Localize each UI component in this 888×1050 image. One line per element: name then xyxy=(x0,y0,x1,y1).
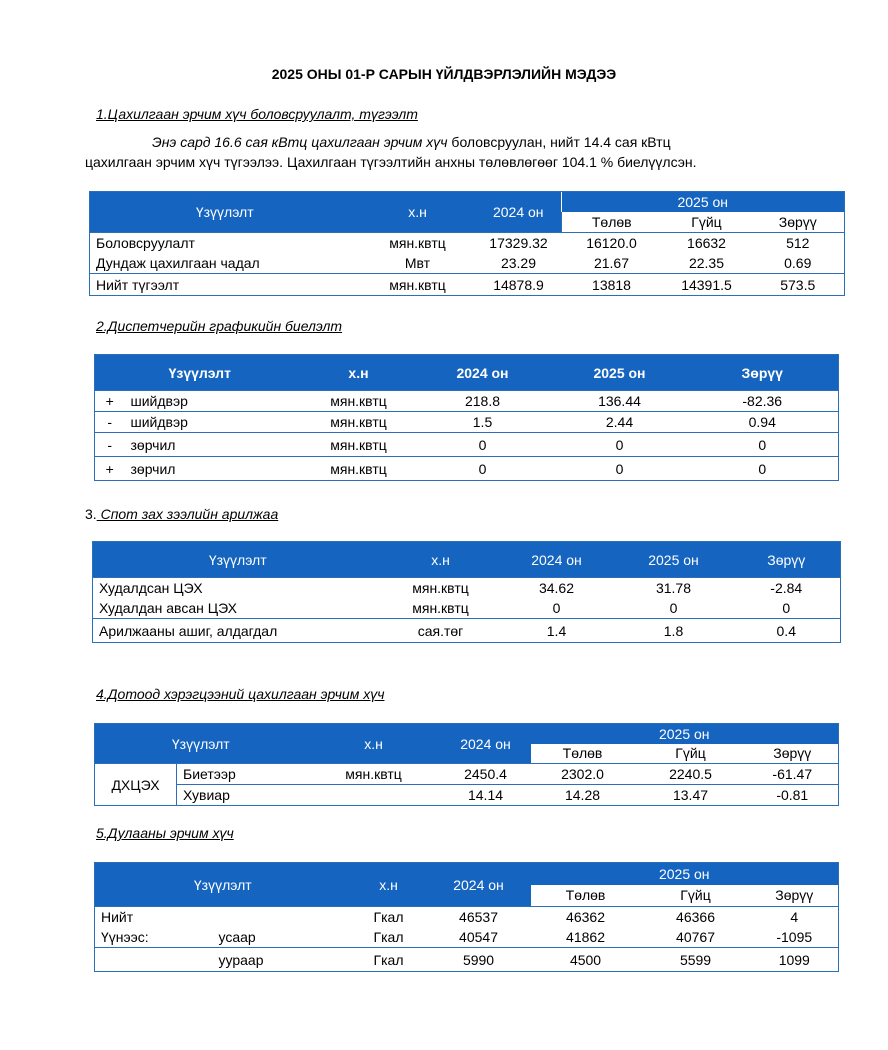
table-spot-market xyxy=(92,541,841,643)
cell-sign: + xyxy=(105,393,114,409)
table-row xyxy=(93,578,841,599)
cell-2025: 31.78 xyxy=(655,580,692,596)
cell-unit: мян.квтц xyxy=(389,235,446,251)
header-plan: Төлөв xyxy=(562,212,662,233)
table-row xyxy=(95,948,839,972)
cell-diff: -61.47 xyxy=(772,766,813,782)
cell-2025: 0 xyxy=(615,436,624,453)
section-1-paragraph-line2: цахилгаан эрчим хүч түгээлээ. Цахилгаан түгээлтийн анхны төлөвлөгөөг 104.1 % биелүүлсэн. xyxy=(85,154,697,170)
table-row xyxy=(90,253,845,274)
header-actual: Гүйц xyxy=(635,744,747,764)
cell-subindicator xyxy=(213,907,351,928)
table-row xyxy=(95,457,839,481)
section-1-title: 1.Цахилгаан эрчим хүч боловсруулалт, түгээлт xyxy=(96,106,418,122)
header-2024: 2024 он xyxy=(476,192,562,233)
cell-2025: 0 xyxy=(615,460,624,477)
page-title: 2025 ОНЫ 01-Р САРЫН ҮЙЛДВЭРЛЭЛИЙН МЭДЭЭ xyxy=(271,66,617,82)
header-2025: 2025 он xyxy=(562,192,845,212)
cell-2024: 1.4 xyxy=(546,622,567,639)
cell-sign: - xyxy=(107,414,113,430)
header-2024: 2024 он xyxy=(499,542,615,578)
cell-subindicator: усаар xyxy=(218,929,256,945)
cell-diff: -0.81 xyxy=(776,787,809,803)
cell-unit: мян.квтц xyxy=(412,580,469,596)
cell-2024: 23.29 xyxy=(500,255,537,271)
header-diff: Зөрүү xyxy=(752,212,845,233)
cell-diff: -2.84 xyxy=(770,580,803,596)
cell-unit: мян.квтц xyxy=(389,276,446,293)
cell-diff: 0.69 xyxy=(784,255,812,271)
cell-indicator: Биетээр xyxy=(183,766,236,782)
table-row xyxy=(90,274,845,296)
header-diff: Зөрүү xyxy=(747,744,839,764)
cell-actual: 2240.5 xyxy=(669,766,712,782)
cell-sign: + xyxy=(105,460,114,477)
table-row xyxy=(95,785,839,806)
table-row xyxy=(95,391,839,412)
cell-indicator: Боловсруулалт xyxy=(96,235,195,251)
cell-2024: 14.14 xyxy=(467,787,504,803)
paragraph-italic: Энэ сард 16.6 сая кВтц цахилгаан эрчим хүч xyxy=(152,134,448,150)
cell-unit: мян.квтц xyxy=(330,393,387,409)
paragraph-rest: боловсруулан, нийт 14.4 сая кВтц xyxy=(447,134,671,150)
cell-subindicator: уураар xyxy=(218,951,264,968)
cell-2024: 17329.32 xyxy=(489,235,548,251)
cell-indicator: Дундаж цахилгаан чадал xyxy=(96,255,260,271)
cell-diff: -1095 xyxy=(776,929,813,945)
cell-2024: 0 xyxy=(478,436,487,453)
cell-2024: 2450.4 xyxy=(464,766,507,782)
cell-diff: 0 xyxy=(758,460,767,477)
table-dispatch-schedule xyxy=(94,354,839,481)
cell-unit: мян.квтц xyxy=(330,414,387,430)
cell-indicator: Үүнээс: xyxy=(101,929,149,945)
cell-unit: Мвт xyxy=(404,255,431,271)
cell-actual: 13.47 xyxy=(672,787,709,803)
cell-diff: 4 xyxy=(790,909,799,925)
header-2024: 2024 он xyxy=(427,863,531,907)
cell-2024: 0 xyxy=(552,600,561,616)
cell-2024: 1.5 xyxy=(472,414,493,430)
header-unit: х.н xyxy=(305,355,413,391)
cell-indicator: Нийт xyxy=(101,909,134,925)
cell-plan: 2302.0 xyxy=(561,766,604,782)
cell-indicator: зөрчил xyxy=(130,436,176,453)
cell-diff: 0 xyxy=(758,436,767,453)
section-3-title xyxy=(85,506,278,522)
cell-actual: 16632 xyxy=(687,235,726,251)
cell-plan: 16120.0 xyxy=(586,235,637,251)
header-2025: 2025 он xyxy=(531,863,839,885)
cell-plan: 46362 xyxy=(566,909,605,925)
table-internal-consumption xyxy=(94,723,839,806)
cell-plan: 41862 xyxy=(566,929,605,945)
cell-2024: 5990 xyxy=(462,951,495,968)
cell-unit: Гкал xyxy=(373,951,404,968)
section-4-title: 4.Дотоод хэрэгцээний цахилгаан эрчим хүч xyxy=(96,686,385,702)
cell-2024: 0 xyxy=(478,460,487,477)
cell-indicator: Худалдсан ЦЭХ xyxy=(99,580,203,596)
section-1-paragraph-line1 xyxy=(152,132,838,152)
header-unit: х.н xyxy=(360,192,476,233)
cell-sign: - xyxy=(107,436,113,453)
cell-unit: Гкал xyxy=(373,929,404,945)
header-2025: 2025 он xyxy=(615,542,733,578)
header-indicator: Үзүүлэлт xyxy=(95,355,305,391)
cell-unit: мян.квтц xyxy=(330,460,387,477)
cell-2024: 218.8 xyxy=(464,393,501,409)
cell-plan: 21.67 xyxy=(593,255,630,271)
header-unit: х.н xyxy=(307,724,441,764)
header-diff: Зөрүү xyxy=(751,885,839,907)
cell-diff: 0.4 xyxy=(776,622,796,639)
cell-unit: мян.квтц xyxy=(412,600,469,616)
cell-unit: мян.квтц xyxy=(345,766,402,782)
cell-unit: мян.квтц xyxy=(330,436,387,453)
cell-2024: 46537 xyxy=(459,909,498,925)
cell-unit: Гкал xyxy=(373,909,404,925)
table-row xyxy=(95,927,839,948)
cell-diff: 1099 xyxy=(778,951,810,968)
cell-indicator: зөрчил xyxy=(130,460,176,477)
cell-unit: сая.төг xyxy=(417,622,464,639)
section-2-title: 2.Диспетчерийн графикийн биелэлт xyxy=(96,318,343,334)
header-plan: Төлөв xyxy=(531,744,635,764)
table-row xyxy=(95,907,839,928)
header-2024: 2024 он xyxy=(441,724,531,764)
header-diff: Зөрүү xyxy=(687,355,839,391)
header-diff: Зөрүү xyxy=(733,542,841,578)
header-unit: х.н xyxy=(351,863,427,907)
cell-2024: 34.62 xyxy=(538,580,575,596)
section-5-title: 5.Дулааны эрчим хүч xyxy=(96,825,234,841)
header-indicator: Үзүүлэлт xyxy=(93,542,383,578)
cell-actual: 46366 xyxy=(676,909,715,925)
cell-2025: 1.8 xyxy=(663,622,684,639)
header-2025: 2025 он xyxy=(531,724,839,744)
cell-2024: 40547 xyxy=(459,929,498,945)
table-row xyxy=(95,412,839,433)
cell-diff: -82.36 xyxy=(742,393,783,409)
header-indicator: Үзүүлэлт xyxy=(95,863,351,907)
cell-2024: 14878.9 xyxy=(493,276,544,293)
table-row xyxy=(93,598,841,619)
header-actual: Гүйц xyxy=(641,885,751,907)
cell-diff: 512 xyxy=(786,235,810,251)
cell-actual: 5599 xyxy=(679,951,712,968)
table-row xyxy=(93,619,841,643)
cell-group: ДХЦЭХ xyxy=(95,764,177,806)
cell-plan: 13818 xyxy=(592,276,631,293)
header-plan: Төлөв xyxy=(531,885,641,907)
cell-2025: 0 xyxy=(669,600,678,616)
table-heat-energy xyxy=(94,862,839,972)
cell-plan: 14.28 xyxy=(564,787,601,803)
cell-indicator: Арилжааны ашиг, алдагдал xyxy=(99,622,278,639)
header-actual: Гүйц xyxy=(662,212,752,233)
cell-indicator: Хувиар xyxy=(183,787,230,803)
cell-indicator: шийдвэр xyxy=(130,393,188,409)
cell-plan: 4500 xyxy=(569,951,602,968)
header-2024: 2024 он xyxy=(413,355,553,391)
header-indicator: Үзүүлэлт xyxy=(90,192,360,233)
header-unit: х.н xyxy=(383,542,499,578)
cell-2025: 136.44 xyxy=(598,393,641,409)
cell-indicator: Худалдан авсан ЦЭХ xyxy=(99,600,238,616)
table-row xyxy=(90,233,845,254)
cell-diff: 0.94 xyxy=(748,414,776,430)
table-row xyxy=(95,433,839,457)
cell-2025: 2.44 xyxy=(605,414,634,430)
cell-indicator: шийдвэр xyxy=(130,414,188,430)
section-3-title-text: Спот зах зээлийн арилжаа xyxy=(96,506,279,522)
table-electricity-generation xyxy=(89,191,845,296)
section-3-number: 3. xyxy=(85,506,97,522)
cell-diff: 573.5 xyxy=(780,276,816,293)
table-row xyxy=(95,764,839,785)
header-2025: 2025 он xyxy=(553,355,687,391)
cell-indicator: Нийт түгээлт xyxy=(96,276,180,293)
cell-unit xyxy=(307,785,441,806)
cell-diff: 0 xyxy=(782,600,791,616)
cell-actual: 40767 xyxy=(676,929,715,945)
cell-indicator xyxy=(95,948,213,972)
header-indicator: Үзүүлэлт xyxy=(95,724,307,764)
cell-actual: 22.35 xyxy=(688,255,725,271)
cell-actual: 14391.5 xyxy=(681,276,732,293)
